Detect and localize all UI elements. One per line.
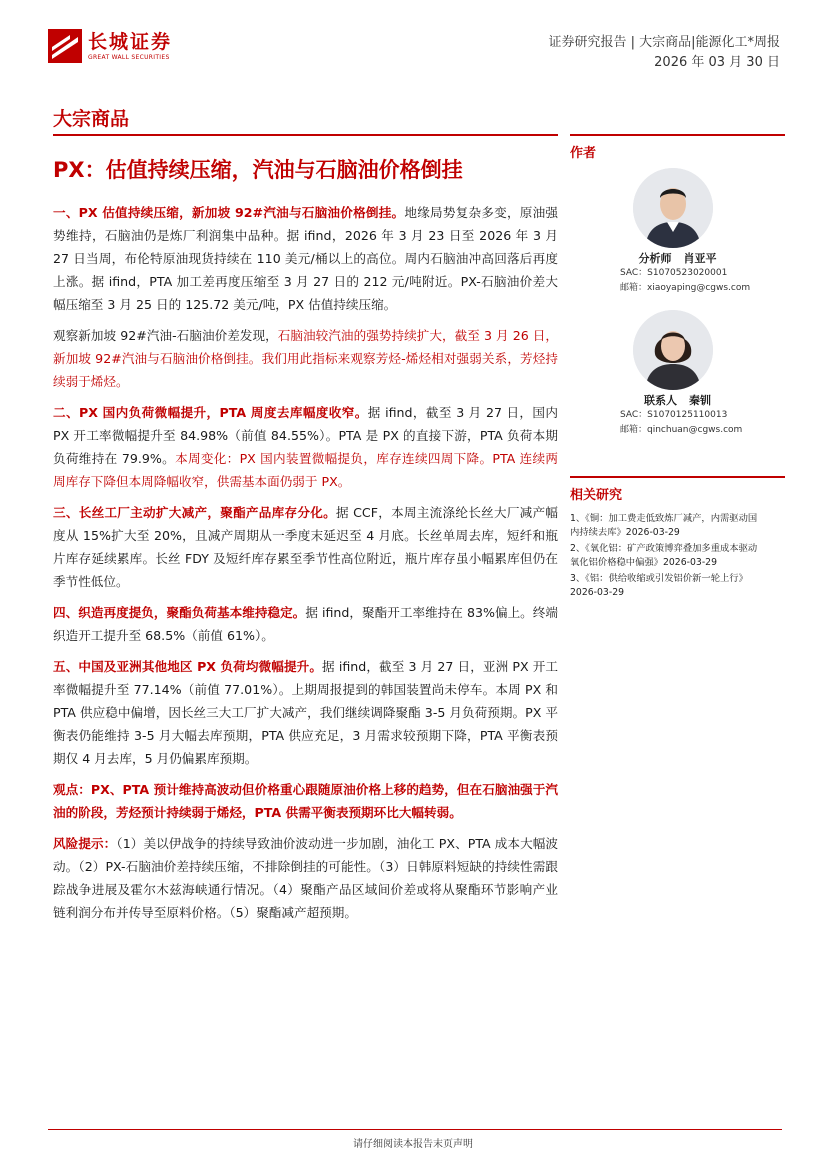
related-research-list [570,512,785,600]
contact-email[interactable]: 邮箱：qinchuan@cgws.com [620,425,743,435]
report-type: 证券研究报告 | 大宗商品|能源化工*周报 [548,35,780,50]
related-item[interactable] [570,512,785,540]
paragraph-text: （1）美以伊战争的持续导致油价波动进一步加剧，油化工 PX、PTA 成本大幅波动。（2）PX-石脑油价差持续压缩，不排除倒挂的可能性。（3）日韩原料短缺的持续性需跟踪战争进展及霍尔木兹海峡通行情况。（4）聚酯产品区域间价差或将从聚酯环节影响产业链利润分布并传导至原料价格。（5）聚酯减产超预期。 [53,836,558,920]
paragraph-highlight: 本周变化：PX 国内装置微幅提负，库存连续四周下降。PTA 连续两周库存下降但本周降幅收窄，供需基本面仍弱于 PX。 [53,451,559,489]
paragraph-viewpoint [53,778,558,824]
paragraph-text: 观察新加坡 92#汽油-石脑油价差发现， [53,328,278,343]
contact-role: 联系人 [644,394,677,407]
paragraph-lead: 观点：PX、PTA 预计维持高波动但价格重心跟随原油价格上移的趋势，但在石脑油强于汽油的阶段，芳烃预计持续弱于烯烃，PTA 供需平衡表预期环比大幅转弱。 [53,782,558,820]
related-item-line: 2、《氧化铝：矿产政策博弈叠加多重成本驱动 [570,543,758,554]
paragraph-text: 地缘局势复杂多变，原油强势维持，石脑油仍是炼厂利润集中品种。据 ifind，2026 年 3 月 23 日至 2026 年 3 月 27 日当周，布伦特原油现货持续在 110 美元/桶以上的高位。周内石脑油冲高回落后再度上涨。据 ifind，PTA 加工差再度压缩至 3 月 27 日的 212 元/吨附近。PX-石脑油价差大幅压缩至 3 月 25 日的 125.72 美元/吨，PX 估值持续压缩。 [53,205,559,312]
paragraph-text: 据 ifind，截至 3 月 27 日，国内 PX 开工率微幅提升至 84.98%（前值 84.55%）。PTA 是 PX 的直接下游，PTA 负荷本期负荷维持在 79.9%。 [53,405,558,466]
paragraph-lead: 一、PX 估值持续压缩，新加坡 92#汽油与石脑油价格倒挂。 [53,205,405,220]
related-item-line: 1、《铜：加工费走低致炼厂减产，内需驱动国 [570,513,758,524]
report-body [53,201,558,932]
analyst-email[interactable]: 邮箱：xiaoyaping@cgws.com [620,283,751,293]
paragraph-asia-px [53,655,558,770]
related-item-line: 内持续去库》2026-03-29 [570,527,680,538]
paragraph-lead: 二、PX 国内负荷微幅提升，PTA 周度去库幅度收窄。 [53,405,368,420]
paragraph-highlight: 石脑油较汽油的强势持续扩大，截至 3 月 26 日，新加坡 92#汽油与石脑油价格倒挂。我们用此指标来观察芳烃-烯烃相对强弱关系，芳烃持续弱于烯烃。 [53,328,558,389]
contact-avatar [633,310,713,390]
related-item-line: 3、《铝：供给收缩或引发铝价新一轮上行》 [570,573,748,584]
related-item[interactable] [570,542,785,570]
related-item-line: 2026-03-29 [570,587,625,598]
report-title: PX：估值持续压缩，汽油与石脑油价格倒挂 [53,158,463,182]
related-heading: 相关研究 [570,476,785,506]
analyst-name: 肖亚平 [683,252,717,265]
paragraph-filament [53,501,558,593]
logo-english-name: GREAT WALL SECURITIES [88,53,170,61]
paragraph-text: 据 ifind，截至 3 月 27 日，亚洲 PX 开工率微幅提升至 77.14%（前值 77.01%）。上期周报提到的韩国装置尚未停车。本周 PX 和 PTA 供应稳中偏增，因长丝三大工厂扩大减产，我们继续调降聚酯 3-5 月负荷预期。PX 平衡表仍能维持 3-5 月大幅去库预期，PTA 供应充足，3 月需求较预期下降，PTA 平衡表预期仅 4 月去库，5 月仍偏累库预期。 [53,659,558,766]
company-logo [48,26,188,66]
logo-chinese-name: 长城证券 [88,30,173,53]
footer-divider [48,1129,782,1130]
contact-name: 秦钏 [689,394,711,407]
paragraph-px-valuation [53,201,558,316]
paragraph-px-load [53,401,558,493]
related-item[interactable] [570,572,785,600]
analyst-role-line [570,250,785,266]
related-item-line: 氧化铝价格稳中偏强》2026-03-29 [570,557,717,568]
person-photo-icon [633,168,713,248]
paragraph-text: 据 CCF，本周主流涤纶长丝大厂减产幅度从 15%扩大至 20%，且减产周期从一季度末延迟至 4 月底。长丝单周去库，短纤和瓶片库存延续累库。长丝 FDY 及短纤库存累至季节性高位附近，瓶片库存虽小幅累库但仍在季节性低位。 [53,505,558,589]
paragraph-lead: 四、织造再度提负，聚酯负荷基本维持稳定。 [53,605,306,620]
paragraph-lead: 风险提示： [53,836,117,851]
paragraph-risk [53,832,558,924]
author-heading: 作者 [570,134,785,164]
sidebar [570,134,785,602]
paragraph-text: 据 ifind，聚酯开工率维持在 83%偏上。终端织造开工提升至 68.5%（前值 61%）。 [53,605,559,643]
great-wall-logo-icon [48,29,82,63]
person-photo-icon [633,310,713,390]
paragraph-gasoline-naphtha [53,324,558,393]
contact-role-line [570,392,785,408]
report-date: 2026 年 03 月 30 日 [654,55,780,70]
paragraph-lead: 三、长丝工厂主动扩大减产，聚酯产品库存分化。 [53,505,336,520]
sector-label: 大宗商品 [53,108,130,130]
contact-sac: SAC：S1070125110013 [620,410,728,420]
analyst-avatar [633,168,713,248]
analyst-role: 分析师 [638,252,672,265]
sector-divider [53,134,558,136]
analyst-sac: SAC：S1070523020001 [620,268,728,278]
paragraph-weaving [53,601,558,647]
paragraph-lead: 五、中国及亚洲其他地区 PX 负荷均微幅提升。 [53,659,323,674]
page-header [0,0,826,78]
footer-disclaimer: 请仔细阅读本报告末页声明 [353,1139,473,1150]
